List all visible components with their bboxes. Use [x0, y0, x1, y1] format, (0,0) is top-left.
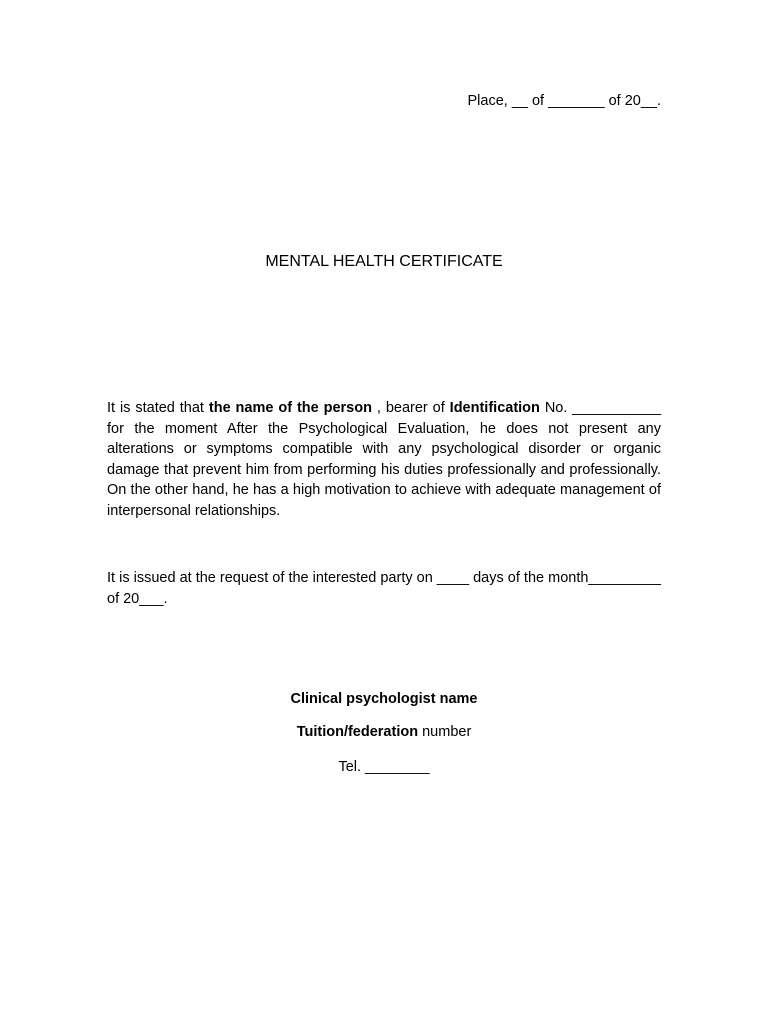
statement-paragraph: [107, 398, 661, 522]
statement-text-3: No. ___________ for the moment After the Psychological Evaluation, he does not present any alterations or symptoms compatible with any psychological disorder or organic damage that prevent him from performing his duties professionally and professionally. On the other hand, he has a high motivation to achieve with adequate management of interpersonal relationships.: [107, 400, 662, 519]
psychologist-name: [0, 689, 768, 709]
tuition-number-line: [0, 722, 768, 742]
psychologist-name-text: Clinical psychologist name: [290, 691, 478, 707]
telephone-line: Tel. ________: [338, 759, 430, 775]
person-name-placeholder: the name of the person: [208, 400, 372, 416]
statement-text-2: , bearer of: [371, 400, 450, 416]
identification-label: Identification: [449, 400, 540, 416]
tuition-suffix: number: [418, 724, 472, 740]
place-date-line: Place, __ of _______ of 20__.: [467, 93, 661, 109]
document-title: MENTAL HEALTH CERTIFICATE: [265, 253, 503, 270]
issuance-paragraph: It is issued at the request of the interested party on ____ days of the month_________ of 20___.: [107, 570, 661, 607]
tuition-label: Tuition/federation: [296, 724, 419, 740]
statement-text-1: It is stated that: [107, 400, 209, 416]
